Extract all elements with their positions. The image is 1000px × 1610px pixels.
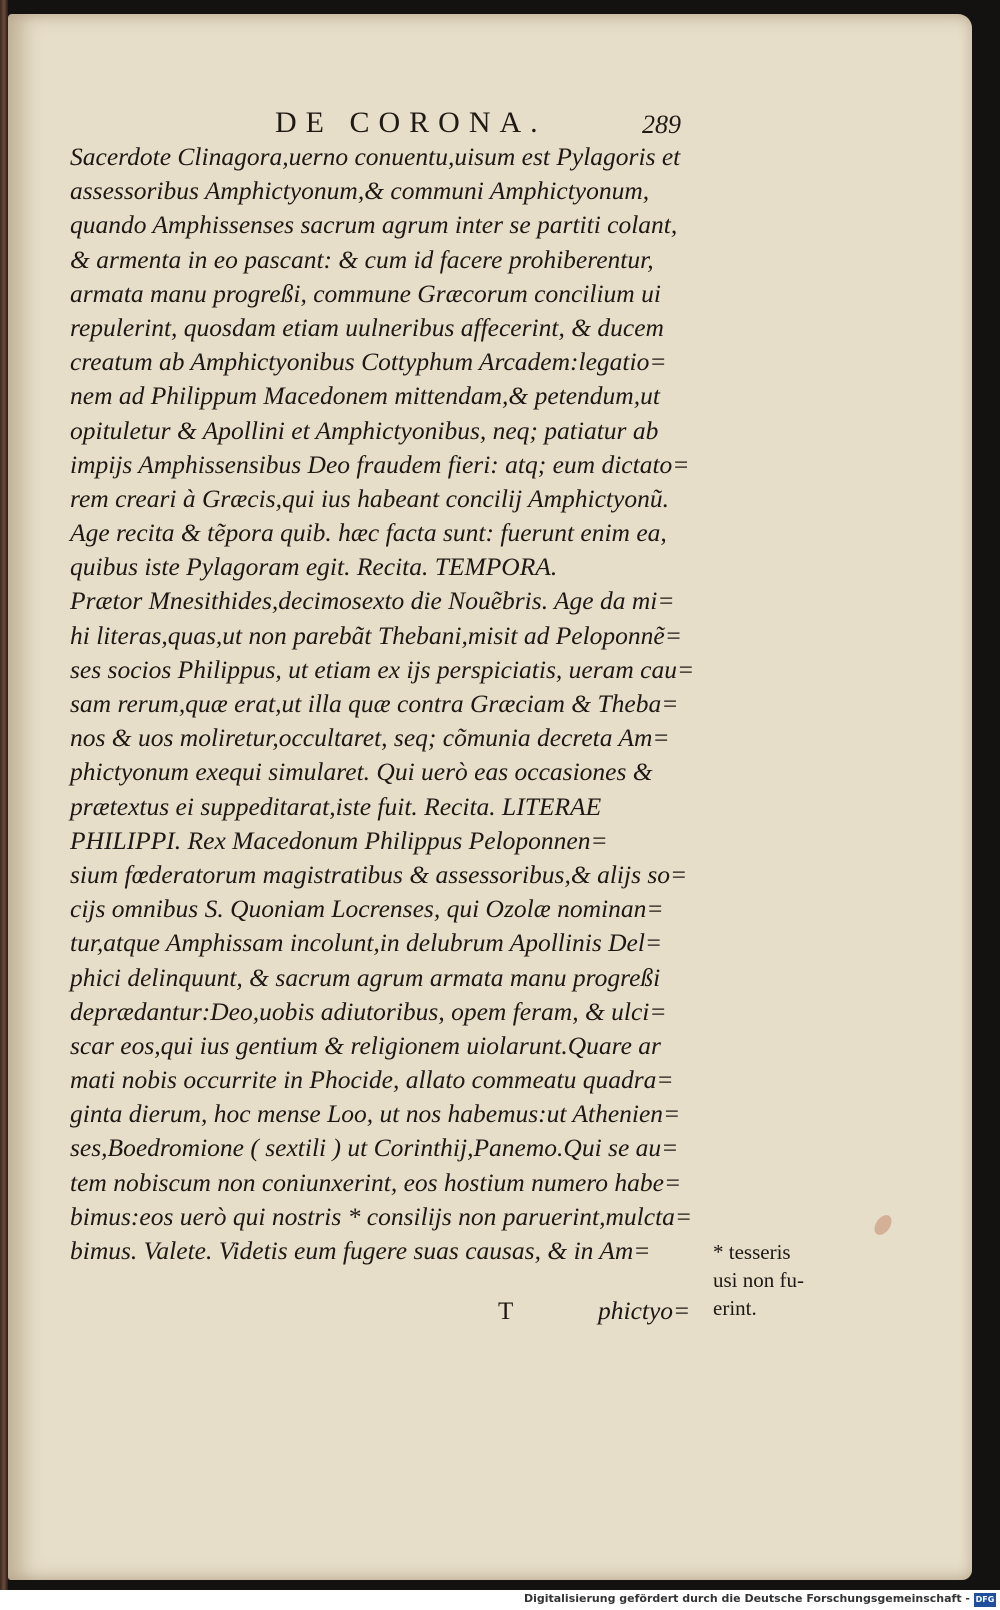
book-spine-edge [0, 0, 8, 1590]
text-line: creatum ab Amphictyonibus Cottyphum Arcadem:legatio= [70, 347, 667, 377]
footer-credit-text: Digitalisierung gefördert durch die Deutsche Forschungsgemeinschaft - [523, 1592, 970, 1605]
text-line: impijs Amphissensibus Deo fraudem fieri: atq; eum dictato= [70, 449, 690, 479]
stain-mark [871, 1212, 895, 1238]
text-line: Prætor Mnesithides,decimosexto die Nouẽbris. Age da mi= [70, 586, 675, 616]
text-line: ses socios Philippus, ut etiam ex ijs perspiciatis, ueram cau= [70, 654, 695, 684]
text-line: scar eos,qui ius gentium & religionem uiolarunt.Quare ar [70, 1030, 661, 1060]
text-line: opituletur & Apollini et Amphictyonibus, neq; patiatur ab [70, 415, 659, 445]
digitization-footer [0, 1590, 1000, 1610]
text-line: mati nobis occurrite in Phocide, allato commeatu quadra= [70, 1065, 674, 1095]
text-line: tur,atque Amphissam incolunt,in delubrum Apollinis Del= [70, 928, 663, 958]
text-line: ses,Boedromione ( sextili ) ut Corinthij,Panemo.Qui se au= [70, 1133, 679, 1163]
marginal-note-line: erint. [713, 1296, 757, 1320]
text-line: hi literas,quas,ut non parebãt Thebani,misit ad Peloponnẽ= [70, 620, 682, 650]
marginal-note [713, 1238, 823, 1322]
text-line: phici delinquunt, & sacrum agrum armata manu progreßi [70, 962, 661, 992]
text-line: sam rerum,quæ erat,ut illa quæ contra Græciam & Theba= [70, 689, 679, 718]
text-line: Sacerdote Clinagora,uerno conuentu,uisum est Pylagoris et [70, 142, 681, 171]
text-line: bimus. Valete. Videtis eum fugere suas causas, & in Am= [70, 1236, 651, 1265]
text-line: cijs omnibus S. Quoniam Locrenses, qui Ozolæ nominan= [70, 894, 664, 924]
running-head [0, 106, 1000, 142]
text-line: quibus iste Pylagoram egit. Recita. TEMPORA. [70, 552, 558, 582]
text-line: quando Amphissenses sacrum agrum inter se partiti colant, [70, 210, 678, 240]
marginal-note-line: usi non fu- [713, 1268, 804, 1292]
text-line: bimus:eos uerò qui nostris * consilijs non paruerint,mulcta= [70, 1201, 693, 1231]
text-line: assessoribus Amphictyonum,& communi Amphictyonum, [70, 176, 650, 206]
text-line: nem ad Philippum Macedonem mittendam,& petendum,ut [70, 381, 660, 411]
text-line: rem creari à Græcis,qui ius habeant concilij Amphictyonũ. [70, 483, 669, 513]
text-line: ginta dierum, hoc mense Loo, ut nos habemus:ut Athenien= [70, 1099, 681, 1129]
text-line: Age recita & tẽpora quib. hæc facta sunt: fuerunt enim ea, [70, 518, 667, 548]
signature-mark: T [498, 1298, 514, 1325]
page-number: 289 [642, 110, 681, 139]
marginal-note-line: * tesseris [713, 1240, 791, 1264]
running-head-title: DE CORONA. [275, 106, 547, 139]
text-line: deprædantur:Deo,uobis adiutoribus, opem feram, & ulci= [70, 996, 667, 1026]
text-line: PHILIPPI. Rex Macedonum Philippus Peloponnen= [70, 825, 608, 855]
text-line: & armenta in eo pascant: & cum id facere prohiberentur, [70, 244, 654, 274]
text-line: phictyonum exequi simularet. Qui uerò eas occasiones & [70, 757, 653, 787]
text-line: tem nobiscum non coniunxerint, eos hostium numero habe= [70, 1167, 682, 1197]
text-line: prætextus ei suppeditarat,iste fuit. Recita. LITERAE [70, 791, 602, 821]
text-line: repulerint, quosdam etiam uulneribus affecerint, & ducem [70, 312, 664, 342]
dfg-logo: DFG [974, 1593, 996, 1607]
text-line: sium fœderatorum magistratibus & assessoribus,& alijs so= [70, 859, 688, 889]
text-line: nos & uos moliretur,occultaret, seq; cõmunia decreta Am= [70, 723, 670, 753]
catchword: phictyo= [598, 1296, 691, 1325]
body-text [70, 140, 710, 1268]
text-line: armata manu progreßi, commune Græcorum concilium ui [70, 278, 661, 308]
